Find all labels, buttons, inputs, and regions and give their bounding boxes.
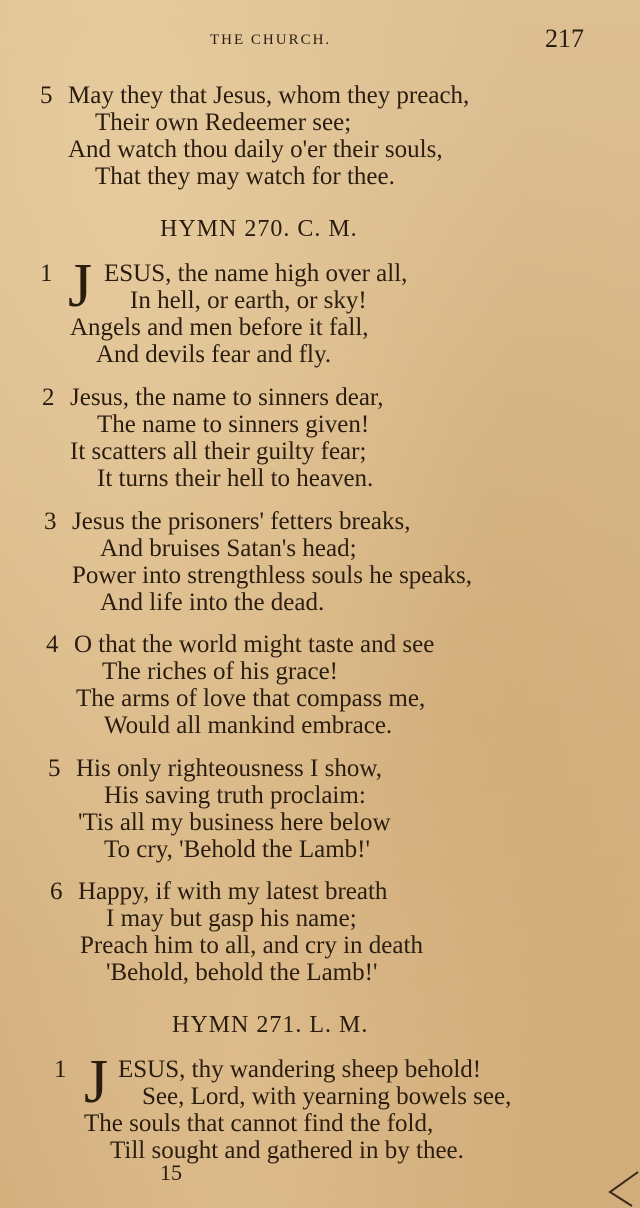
- verse-line: The name to sinners given!: [97, 411, 370, 438]
- verse-line: It scatters all their guilty fear;: [70, 438, 367, 465]
- verse-line: May they that Jesus, whom they preach,: [68, 82, 470, 109]
- verse-line: Preach him to all, and cry in death: [80, 932, 423, 959]
- verse-line: Power into strengthless souls he speaks,: [72, 562, 472, 589]
- verse-line: In hell, or earth, or sky!: [130, 287, 367, 314]
- hymn-heading: HYMN 270. C. M.: [160, 216, 358, 242]
- verse-line: The riches of his grace!: [102, 658, 338, 685]
- stanza-number: 2: [42, 384, 55, 411]
- verse-line: Till sought and gathered in by thee.: [110, 1137, 464, 1164]
- verse-line: Would all mankind embrace.: [104, 712, 393, 739]
- stanza-number: 4: [46, 631, 59, 658]
- page-corner-curl: [602, 1168, 640, 1208]
- verse-line: 'Behold, behold the Lamb!': [106, 959, 378, 986]
- verse-line: And devils fear and fly.: [96, 341, 332, 368]
- verse-line: To cry, 'Behold the Lamb!': [104, 836, 370, 863]
- verse-line: His saving truth proclaim:: [104, 782, 366, 809]
- stanza-number: 3: [44, 508, 57, 535]
- verse-line: And watch thou daily o'er their souls,: [68, 136, 443, 163]
- verse-line: Jesus the prisoners' fetters breaks,: [72, 508, 411, 535]
- stanza-number: 6: [50, 878, 63, 905]
- verse-line: Happy, if with my latest breath: [78, 878, 388, 905]
- verse-line: ESUS, the name high over all,: [104, 260, 408, 287]
- verse-line: And life into the dead.: [100, 589, 325, 616]
- verse-line: See, Lord, with yearning bowels see,: [142, 1083, 512, 1110]
- verse-line: That they may watch for thee.: [95, 163, 395, 190]
- stanza-number: 5: [48, 755, 61, 782]
- verse-line: 'Tis all my business here below: [78, 809, 391, 836]
- verse-line: His only righteousness I show,: [76, 755, 383, 782]
- stanza-number: 5: [40, 82, 53, 109]
- verse-line: I may but gasp his name;: [106, 905, 357, 932]
- verse-line: Angels and men before it fall,: [70, 314, 369, 341]
- verse-line: Jesus, the name to sinners dear,: [70, 384, 384, 411]
- verse-line: Their own Redeemer see;: [95, 109, 352, 136]
- verse-line: It turns their hell to heaven.: [97, 465, 374, 492]
- running-head: THE CHURCH.: [210, 32, 332, 48]
- verse-line: And bruises Satan's head;: [100, 535, 357, 562]
- verse-line: The souls that cannot find the fold,: [84, 1110, 434, 1137]
- drop-cap: J: [84, 1048, 109, 1116]
- stanza-number: 1: [40, 260, 53, 287]
- verse-line: The arms of love that compass me,: [76, 685, 426, 712]
- verse-line: O that the world might taste and see: [74, 631, 435, 658]
- signature-mark: 15: [160, 1160, 182, 1185]
- hymn-heading: HYMN 271. L. M.: [172, 1012, 369, 1038]
- page-number: 217: [545, 24, 584, 53]
- drop-cap: J: [68, 252, 93, 320]
- verse-line: ESUS, thy wandering sheep behold!: [118, 1056, 482, 1083]
- stanza-number: 1: [54, 1056, 67, 1083]
